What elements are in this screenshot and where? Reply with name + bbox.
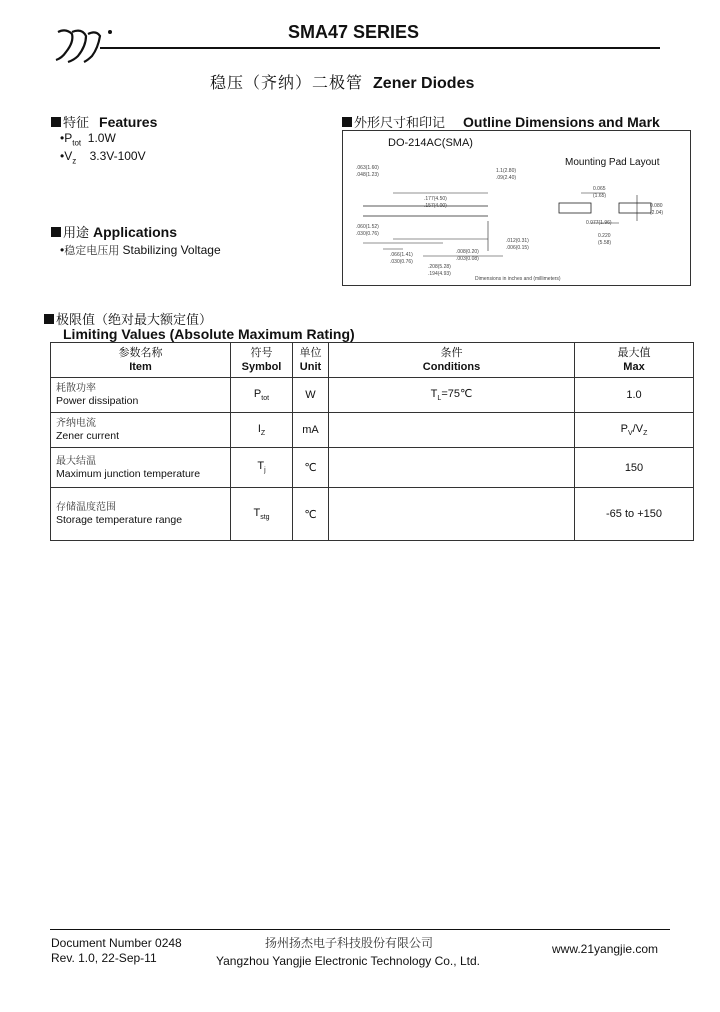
features-heading-en: Features: [99, 114, 158, 130]
table-row: [51, 448, 694, 488]
feature-value: 1.0W: [87, 131, 116, 145]
cell-max: $P_V/V_Z$: [575, 413, 694, 448]
dim-label: (5.58): [598, 240, 612, 246]
feature-symbol-sub: z: [72, 156, 77, 166]
table-row: [51, 413, 694, 448]
col-header-item: 参数名称 Item: [51, 343, 231, 378]
outline-heading-cn: 外形尺寸和印记: [354, 116, 446, 131]
dim-label: 0.065: [593, 186, 606, 192]
dim-label: .063(1.60): [356, 165, 379, 171]
features-heading-cn: 特征: [63, 116, 90, 131]
outline-heading-en: Outline Dimensions and Mark: [463, 114, 660, 130]
cell-conditions: [329, 488, 575, 541]
cell-unit: mA: [293, 413, 329, 448]
dim-label: 0.077(1.96): [586, 220, 612, 226]
dim-label: .208(5.28): [428, 264, 451, 270]
page-subtitle: [210, 70, 474, 93]
subtitle-cn: 稳压（齐纳）二极管: [210, 73, 364, 92]
bullet-square-icon: [51, 117, 61, 127]
cell-item: 最大结温 Maximum junction temperature: [51, 448, 231, 488]
cell-max: 1.0: [575, 378, 694, 413]
dim-label: 0.220: [598, 233, 611, 239]
col-header-max: 最大值 Max: [575, 343, 694, 378]
dim-label: .012(0.31): [506, 238, 529, 244]
header-rule: [100, 47, 660, 49]
features-heading: [51, 112, 157, 131]
applications-heading: [51, 222, 177, 241]
limiting-heading-cn: 极限值（绝对最大额定值）: [56, 313, 213, 328]
dim-label: .006(0.15): [506, 245, 529, 251]
dim-label: .003(0.08): [456, 256, 479, 262]
dim-label: 1.1(2.80): [496, 168, 517, 174]
dim-label: (1.65): [593, 193, 607, 199]
cell-symbol: $P_{tot}$: [231, 378, 293, 413]
cell-symbol: $I_Z$: [231, 413, 293, 448]
applications-heading-en: Applications: [93, 224, 178, 240]
feature-value: 3.3V-100V: [89, 149, 146, 163]
revision: Rev. 1.0, 22-Sep-11: [51, 951, 157, 965]
cell-unit: ℃: [293, 488, 329, 541]
cell-conditions: [329, 413, 575, 448]
table-row: [51, 488, 694, 541]
company-name-en: Yangzhou Yangjie Electronic Technology Co., Ltd.: [216, 954, 480, 968]
col-header-unit: 单位 Unit: [293, 343, 329, 378]
dim-label: .060(1.52): [356, 224, 379, 230]
cell-unit: W: [293, 378, 329, 413]
dim-label: .030(0.76): [390, 259, 413, 265]
cell-max: -65 to +150: [575, 488, 694, 541]
subtitle-en: Zener Diodes: [373, 75, 475, 92]
limiting-values-table: [50, 342, 694, 541]
cell-symbol: $T_j$: [231, 448, 293, 488]
cell-max: 150: [575, 448, 694, 488]
package-name: DO-214AC(SMA): [388, 137, 473, 149]
dim-label: .194(4.93): [428, 271, 451, 277]
feature-symbol: P: [64, 131, 73, 145]
company-name-cn: 扬州扬杰电子科技股份有限公司: [265, 936, 434, 950]
bullet-square-icon: [342, 117, 352, 127]
bullet-square-icon: [44, 314, 54, 324]
cell-conditions: [329, 448, 575, 488]
dim-label: .008(0.20): [456, 249, 479, 255]
limiting-heading-en: Limiting Values (Absolute Maximum Rating): [63, 326, 355, 342]
table-row: [51, 378, 694, 413]
applications-heading-cn: 用途: [63, 226, 90, 241]
dim-note: Dimensions in inches and (millimeters): [475, 276, 561, 282]
col-header-conditions: 条件 Conditions: [329, 343, 575, 378]
outline-heading: [342, 112, 660, 131]
cell-conditions: $T_L=75℃$: [329, 378, 575, 413]
dim-label: .030(0.76): [356, 231, 379, 237]
feature-item-ptot: $•P_{tot}$ 1.0W: [60, 131, 116, 148]
dim-label: .177(4.50): [424, 196, 447, 202]
feature-item-vz: $•V_z$ 3.3V-100V: [60, 149, 146, 166]
pad-left: [559, 203, 591, 213]
application-item-cn: 稳定电压用: [64, 244, 120, 257]
cell-unit: ℃: [293, 448, 329, 488]
col-header-symbol: 符号 Symbol: [231, 343, 293, 378]
application-item: •稳定电压用 Stabilizing Voltage: [60, 243, 221, 257]
feature-symbol-sub: tot: [72, 138, 82, 148]
dim-label: 0.080: [650, 203, 663, 209]
cell-item: 存储温度范围 Storage temperature range: [51, 488, 231, 541]
cell-item: 齐纳电流 Zener current: [51, 413, 231, 448]
cell-item: 耗散功率 Power dissipation: [51, 378, 231, 413]
dim-label: .066(1.41): [390, 252, 413, 258]
cell-symbol: $T_{stg}$: [231, 488, 293, 541]
application-item-en: Stabilizing Voltage: [122, 243, 221, 257]
doc-number: Document Number 0248: [51, 936, 182, 950]
dim-label: (2.04): [650, 210, 664, 216]
pad-right: [619, 203, 651, 213]
dim-label: .09(2.40): [496, 175, 517, 181]
series-title: SMA47 SERIES: [288, 22, 420, 42]
table-header-row: [51, 343, 694, 378]
bullet-square-icon: [51, 227, 61, 237]
company-logo: [52, 22, 122, 66]
pad-layout-label: Mounting Pad Layout: [565, 157, 660, 168]
dim-label: .157(4.00): [424, 203, 447, 209]
dim-label: .048(1.23): [356, 172, 379, 178]
company-website: www.21yangjie.com: [552, 942, 659, 956]
footer-rule: [50, 929, 670, 930]
feature-symbol: V: [64, 149, 73, 163]
